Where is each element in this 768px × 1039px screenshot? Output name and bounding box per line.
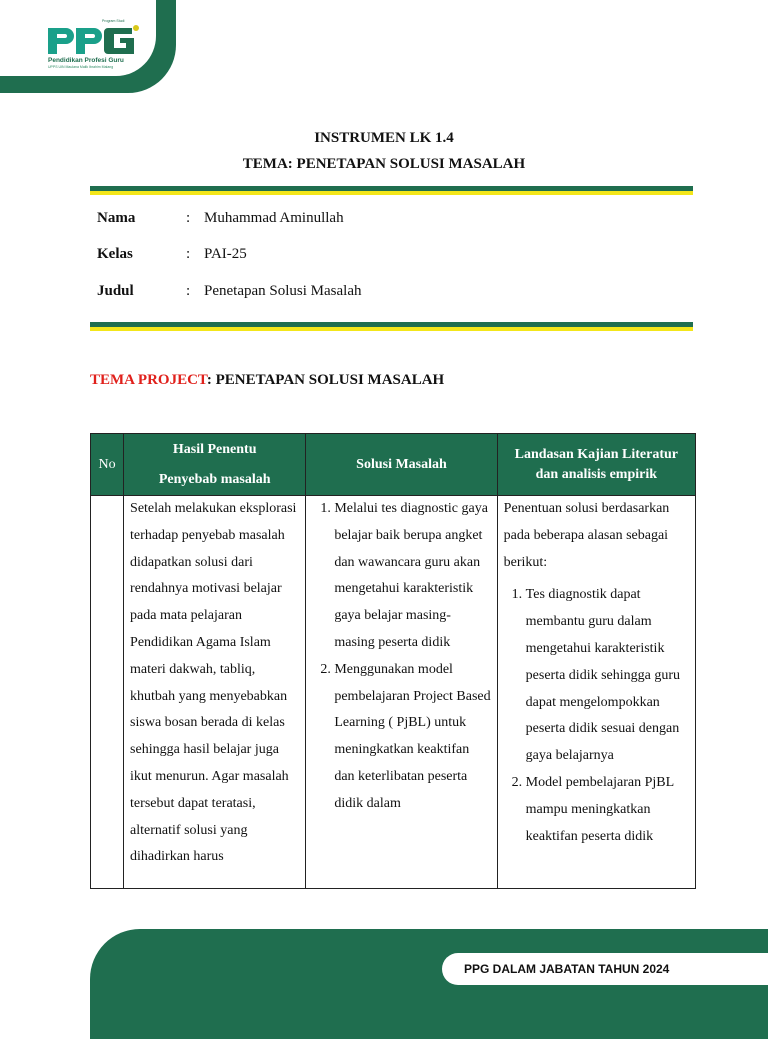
tema-project-heading	[90, 372, 444, 389]
solusi-item: 1. Melalui tes diagnostic gaya belajar baik berupa angket dan wawancara guru akan mengetahui karakteristik gaya belajar masing- masing peserta didik	[334, 496, 490, 657]
tema-project-label: TEMA PROJECT	[90, 372, 207, 388]
kelas-label: Kelas	[97, 246, 133, 262]
colon: :	[186, 283, 191, 299]
document-title: INSTRUMEN LK 1.4	[314, 130, 454, 146]
footer-pill	[442, 953, 768, 985]
tema-project-value: : PENETAPAN SOLUSI MASALAH	[206, 372, 445, 388]
colon: :	[186, 210, 191, 226]
ppg-logo	[46, 19, 142, 70]
header-landasan: Landasan Kajian Literatur dan analisis empirik	[497, 434, 695, 496]
table-header-row	[91, 434, 696, 496]
table-row	[91, 496, 696, 889]
landasan-item: 1. Tes diagnostik dapat membantu guru dalam mengetahui karakteristik peserta didik sehingga guru dapat mengelompokkan peserta didik sesuai dengan gaya belajarnya	[526, 582, 689, 770]
footer-text: PPG DALAM JABATAN TAHUN 2024	[464, 962, 670, 976]
document-theme: TEMA: PENETAPAN SOLUSI MASALAH	[242, 156, 526, 172]
header-penentu	[124, 434, 306, 496]
header-penentu-line2: Penyebab masalah	[158, 471, 271, 487]
kelas-value: PAI-25	[204, 246, 247, 262]
logo-subtitle-2: UPPS UIN Maulana Malik Ibrahim Malang	[48, 65, 114, 69]
ppg-logo-icon	[46, 22, 142, 56]
cell-penyebab: Setelah melakukan eksplorasi terhadap penyebab masalah didapatkan solusi dari rendahnya motivasi belajar pada mata pelajaran Pendidikan Agama Islam materi dakwah, tabliq, khutbah yang menyebabkan siswa bosan berada di kelas sehingga hasil belajar juga ikut menurun. Agar masalah tersebut dapat teratasi, alternatif solusi yang dihadirkan harus	[124, 496, 306, 889]
solusi-item: 2. Menggunakan model pembelajaran Project Based Learning ( PjBL) untuk meningkatkan keaktifan dan keterlibatan peserta didik dalam	[334, 657, 490, 818]
cell-landasan	[497, 496, 695, 889]
solusi-list	[312, 496, 490, 818]
colon: :	[186, 246, 191, 262]
nama-value: Muhammad Aminullah	[204, 210, 344, 226]
logo-subtitle: Pendidikan Profesi Guru	[48, 57, 124, 64]
nama-label: Nama	[97, 210, 136, 226]
landasan-list	[504, 582, 689, 850]
judul-label: Judul	[97, 283, 134, 299]
header-no: No	[91, 434, 124, 496]
solution-table	[90, 433, 696, 889]
cell-no	[91, 496, 124, 889]
landasan-item: 2. Model pembelajaran PjBL mampu meningkatkan keaktifan peserta didik	[526, 770, 689, 850]
header-penentu-line1: Hasil Penentu	[172, 441, 257, 457]
divider-bottom	[90, 322, 693, 331]
divider-top	[90, 186, 693, 195]
judul-value: Penetapan Solusi Masalah	[204, 283, 362, 299]
cell-solusi	[306, 496, 497, 889]
header-solusi: Solusi Masalah	[306, 434, 497, 496]
logo-top-text: Program Studi	[102, 19, 125, 23]
landasan-intro: Penentuan solusi berdasarkan pada beberapa alasan sebagai berikut:	[503, 501, 670, 570]
